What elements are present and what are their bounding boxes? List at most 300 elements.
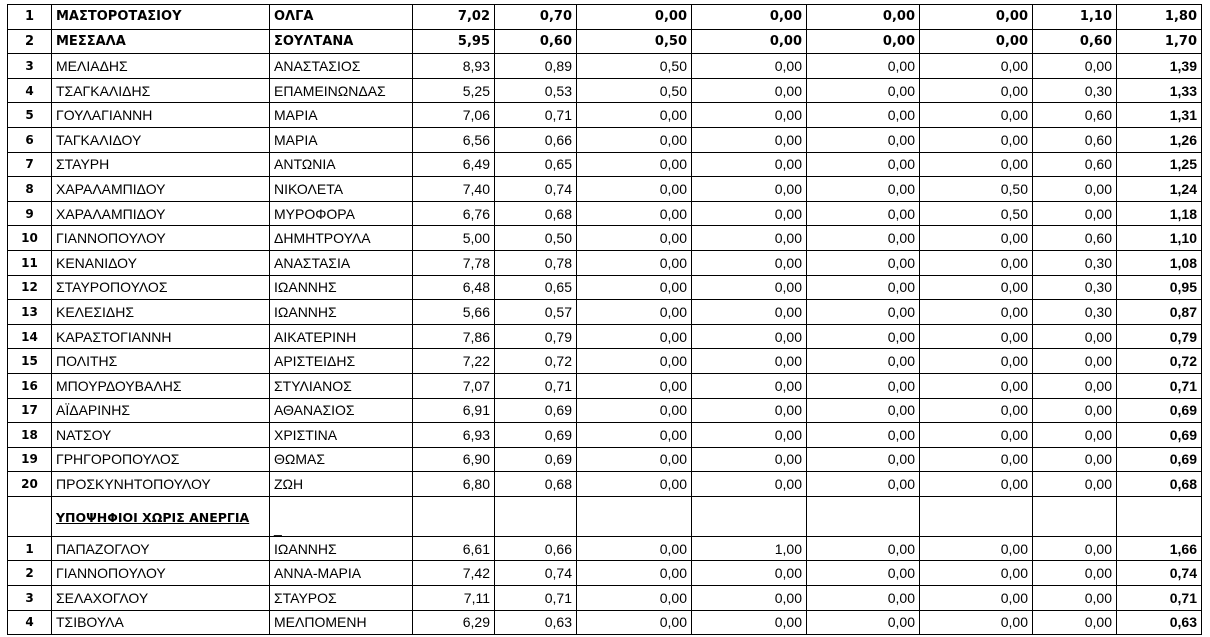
grade-points-cell: 0,71 <box>495 586 577 611</box>
grade-points-cell: 0,65 <box>495 275 577 300</box>
grade-cell: 7,86 <box>413 324 495 349</box>
criterion-4-cell: 0,00 <box>920 472 1033 497</box>
criterion-5-cell: 0,00 <box>1033 586 1117 611</box>
criterion-4-cell: 0,00 <box>920 324 1033 349</box>
criterion-4-cell: 0,00 <box>920 610 1033 635</box>
criterion-1-cell: 0,50 <box>577 54 692 79</box>
criterion-2-cell: 0,00 <box>692 275 807 300</box>
criterion-4-cell: 0,00 <box>920 398 1033 423</box>
grade-points-cell: 0,68 <box>495 201 577 226</box>
row-index: 12 <box>8 275 52 300</box>
grade-cell: 6,49 <box>413 152 495 177</box>
criterion-2-cell: 0,00 <box>692 54 807 79</box>
section-empty-cell <box>413 496 495 536</box>
table-row <box>8 226 1202 251</box>
total-cell: 1,08 <box>1117 250 1202 275</box>
criterion-1-cell: 0,00 <box>577 300 692 325</box>
first-name-cell: ΑΙΚΑΤΕΡΙΝΗ <box>270 324 413 349</box>
criterion-2-cell: 0,00 <box>692 447 807 472</box>
criterion-1-cell: 0,00 <box>577 5 692 30</box>
criterion-4-cell: 0,00 <box>920 226 1033 251</box>
first-name-cell: ΝΙΚΟΛΕΤΑ <box>270 177 413 202</box>
first-name-cell: ΑΝΤΩΝΙΑ <box>270 152 413 177</box>
criterion-4-cell: 0,00 <box>920 54 1033 79</box>
total-cell: 0,69 <box>1117 423 1202 448</box>
table-row <box>8 349 1202 374</box>
surname-cell: ΣΤΑΥΡΗ <box>52 152 270 177</box>
table-row <box>8 201 1202 226</box>
criterion-3-cell: 0,00 <box>807 300 920 325</box>
criterion-4-cell: 0,50 <box>920 201 1033 226</box>
section-empty-cell <box>8 496 52 536</box>
first-name-cell: ΣΟΥΛΤΑΝΑ <box>270 29 413 54</box>
criterion-4-cell: 0,00 <box>920 561 1033 586</box>
grade-cell: 7,07 <box>413 373 495 398</box>
total-cell: 0,87 <box>1117 300 1202 325</box>
results-table <box>7 4 1202 635</box>
surname-cell: ΚΕΝΑΝΙΔΟΥ <box>52 250 270 275</box>
total-cell: 0,71 <box>1117 373 1202 398</box>
grade-cell: 7,22 <box>413 349 495 374</box>
table-row <box>8 472 1202 497</box>
grade-cell: 6,61 <box>413 536 495 561</box>
criterion-5-cell: 0,00 <box>1033 373 1117 398</box>
criterion-3-cell: 0,00 <box>807 250 920 275</box>
surname-cell: ΑΪΔΑΡΙΝΗΣ <box>52 398 270 423</box>
grade-points-cell: 0,57 <box>495 300 577 325</box>
row-index: 11 <box>8 250 52 275</box>
criterion-5-cell: 0,00 <box>1033 324 1117 349</box>
row-index: 2 <box>8 561 52 586</box>
section-empty-cell <box>1117 496 1202 536</box>
first-name-cell: ΟΛΓΑ <box>270 5 413 30</box>
table-row <box>8 54 1202 79</box>
grade-cell: 5,66 <box>413 300 495 325</box>
criterion-3-cell: 0,00 <box>807 54 920 79</box>
surname-cell: ΝΑΤΣΟΥ <box>52 423 270 448</box>
criterion-3-cell: 0,00 <box>807 349 920 374</box>
total-cell: 1,70 <box>1117 29 1202 54</box>
grade-cell: 5,25 <box>413 78 495 103</box>
criterion-2-cell: 0,00 <box>692 472 807 497</box>
grade-cell: 7,06 <box>413 103 495 128</box>
row-index: 15 <box>8 349 52 374</box>
section-empty-cell <box>692 496 807 536</box>
table-row <box>8 423 1202 448</box>
grade-cell: 5,00 <box>413 226 495 251</box>
row-index: 3 <box>8 54 52 79</box>
surname-cell: ΜΕΣΣΑΛΑ <box>52 29 270 54</box>
criterion-3-cell: 0,00 <box>807 78 920 103</box>
criterion-1-cell: 0,00 <box>577 447 692 472</box>
criterion-2-cell: 0,00 <box>692 5 807 30</box>
grade-points-cell: 0,50 <box>495 226 577 251</box>
grade-points-cell: 0,79 <box>495 324 577 349</box>
criterion-1-cell: 0,00 <box>577 201 692 226</box>
table-row <box>8 29 1202 54</box>
table-row <box>8 250 1202 275</box>
grade-cell: 6,90 <box>413 447 495 472</box>
criterion-2-cell: 0,00 <box>692 78 807 103</box>
criterion-1-cell: 0,00 <box>577 103 692 128</box>
surname-cell: ΤΑΓΚΑΛΙΔΟΥ <box>52 127 270 152</box>
table-row <box>8 78 1202 103</box>
surname-cell: ΠΑΠΑΖΟΓΛΟΥ <box>52 536 270 561</box>
table-row <box>8 536 1202 561</box>
row-index: 7 <box>8 152 52 177</box>
criterion-1-cell: 0,50 <box>577 29 692 54</box>
criterion-4-cell: 0,00 <box>920 5 1033 30</box>
total-cell: 0,68 <box>1117 472 1202 497</box>
criterion-5-cell: 0,00 <box>1033 54 1117 79</box>
criterion-5-cell: 0,60 <box>1033 127 1117 152</box>
first-name-cell: ΙΩΑΝΝΗΣ <box>270 300 413 325</box>
criterion-1-cell: 0,00 <box>577 561 692 586</box>
table-row <box>8 127 1202 152</box>
total-cell: 1,33 <box>1117 78 1202 103</box>
criterion-2-cell: 0,00 <box>692 423 807 448</box>
criterion-2-cell: 0,00 <box>692 561 807 586</box>
criterion-4-cell: 0,00 <box>920 447 1033 472</box>
criterion-3-cell: 0,00 <box>807 5 920 30</box>
total-cell: 1,66 <box>1117 536 1202 561</box>
surname-cell: ΣΕΛΑΧΟΓΛΟΥ <box>52 586 270 611</box>
section-rows <box>8 536 1202 634</box>
criterion-5-cell: 0,30 <box>1033 78 1117 103</box>
criterion-3-cell: 0,00 <box>807 152 920 177</box>
criterion-3-cell: 0,00 <box>807 373 920 398</box>
criterion-5-cell: 0,00 <box>1033 610 1117 635</box>
criterion-2-cell: 0,00 <box>692 250 807 275</box>
first-name-cell: ΜΑΡΙΑ <box>270 127 413 152</box>
criterion-2-cell: 0,00 <box>692 586 807 611</box>
total-cell: 1,24 <box>1117 177 1202 202</box>
row-index: 17 <box>8 398 52 423</box>
criterion-4-cell: 0,00 <box>920 275 1033 300</box>
grade-cell: 6,56 <box>413 127 495 152</box>
criterion-5-cell: 0,30 <box>1033 300 1117 325</box>
criterion-1-cell: 0,00 <box>577 423 692 448</box>
row-index: 18 <box>8 423 52 448</box>
criterion-1-cell: 0,00 <box>577 275 692 300</box>
criterion-3-cell: 0,00 <box>807 423 920 448</box>
criterion-2-cell: 0,00 <box>692 398 807 423</box>
total-cell: 0,95 <box>1117 275 1202 300</box>
surname-cell: ΜΠΟΥΡΔΟΥΒΑΛΗΣ <box>52 373 270 398</box>
section-empty-cell <box>577 496 692 536</box>
criterion-4-cell: 0,00 <box>920 423 1033 448</box>
criterion-5-cell: 0,30 <box>1033 250 1117 275</box>
criterion-1-cell: 0,00 <box>577 324 692 349</box>
first-name-cell: ΜΑΡΙΑ <box>270 103 413 128</box>
criterion-4-cell: 0,00 <box>920 349 1033 374</box>
row-index: 2 <box>8 29 52 54</box>
surname-cell: ΚΕΛΕΣΙΔΗΣ <box>52 300 270 325</box>
grade-cell: 5,95 <box>413 29 495 54</box>
row-index: 8 <box>8 177 52 202</box>
criterion-5-cell: 0,00 <box>1033 536 1117 561</box>
first-name-cell: ΣΤΥΛΙΑΝΟΣ <box>270 373 413 398</box>
total-cell: 0,79 <box>1117 324 1202 349</box>
grade-points-cell: 0,69 <box>495 398 577 423</box>
criterion-5-cell: 0,00 <box>1033 561 1117 586</box>
table-row <box>8 152 1202 177</box>
criterion-4-cell: 0,00 <box>920 78 1033 103</box>
criterion-2-cell: 0,00 <box>692 29 807 54</box>
row-index: 1 <box>8 5 52 30</box>
row-index: 19 <box>8 447 52 472</box>
grade-cell: 6,91 <box>413 398 495 423</box>
criterion-1-cell: 0,00 <box>577 127 692 152</box>
criterion-2-cell: 0,00 <box>692 103 807 128</box>
grade-points-cell: 0,72 <box>495 349 577 374</box>
criterion-3-cell: 0,00 <box>807 127 920 152</box>
table-row <box>8 586 1202 611</box>
first-name-cell: ΑΡΙΣΤΕΙΔΗΣ <box>270 349 413 374</box>
criterion-2-cell: 0,00 <box>692 152 807 177</box>
surname-cell: ΧΑΡΑΛΑΜΠΙΔΟΥ <box>52 201 270 226</box>
criterion-3-cell: 0,00 <box>807 226 920 251</box>
criterion-5-cell: 0,00 <box>1033 398 1117 423</box>
table-row <box>8 177 1202 202</box>
first-name-cell: ΣΤΑΥΡΟΣ <box>270 586 413 611</box>
first-name-cell: ΑΝΑΣΤΑΣΙΟΣ <box>270 54 413 79</box>
criterion-4-cell: 0,00 <box>920 152 1033 177</box>
criterion-1-cell: 0,00 <box>577 177 692 202</box>
grade-points-cell: 0,65 <box>495 152 577 177</box>
criterion-5-cell: 0,00 <box>1033 472 1117 497</box>
criterion-2-cell: 0,00 <box>692 201 807 226</box>
criterion-2-cell: 0,00 <box>692 349 807 374</box>
criterion-4-cell: 0,00 <box>920 29 1033 54</box>
surname-cell: ΚΑΡΑΣΤΟΓΙΑΝΝΗ <box>52 324 270 349</box>
table-row <box>8 610 1202 635</box>
criterion-1-cell: 0,00 <box>577 349 692 374</box>
section-empty-cell <box>495 496 577 536</box>
first-name-cell: ΧΡΙΣΤΙΝΑ <box>270 423 413 448</box>
criterion-5-cell: 0,60 <box>1033 226 1117 251</box>
row-index: 4 <box>8 610 52 635</box>
grade-points-cell: 0,74 <box>495 561 577 586</box>
grade-points-cell: 0,71 <box>495 103 577 128</box>
criterion-5-cell: 0,00 <box>1033 349 1117 374</box>
surname-cell: ΠΡΟΣΚΥΝΗΤΟΠΟΥΛΟΥ <box>52 472 270 497</box>
row-index: 13 <box>8 300 52 325</box>
first-name-cell: ΑΝΝΑ-ΜΑΡΙΑ <box>270 561 413 586</box>
section-header-row <box>8 496 1202 536</box>
section-title: ΥΠΟΨΗΦΙΟΙ ΧΩΡΙΣ ΑΝΕΡΓΙΑ <box>52 496 270 536</box>
grade-cell: 6,48 <box>413 275 495 300</box>
section-empty-cell <box>807 496 920 536</box>
section-mark: _ <box>270 496 413 536</box>
table-row <box>8 447 1202 472</box>
grade-points-cell: 0,89 <box>495 54 577 79</box>
criterion-1-cell: 0,00 <box>577 152 692 177</box>
total-cell: 1,10 <box>1117 226 1202 251</box>
surname-cell: ΧΑΡΑΛΑΜΠΙΔΟΥ <box>52 177 270 202</box>
first-name-cell: ΜΥΡΟΦΟΡΑ <box>270 201 413 226</box>
criterion-2-cell: 0,00 <box>692 373 807 398</box>
criterion-3-cell: 0,00 <box>807 201 920 226</box>
criterion-3-cell: 0,00 <box>807 29 920 54</box>
surname-cell: ΜΑΣΤΟΡΟΤΑΣΙΟΥ <box>52 5 270 30</box>
total-cell: 1,31 <box>1117 103 1202 128</box>
criterion-5-cell: 0,00 <box>1033 423 1117 448</box>
criterion-2-cell: 0,00 <box>692 226 807 251</box>
criterion-1-cell: 0,00 <box>577 472 692 497</box>
grade-cell: 6,93 <box>413 423 495 448</box>
section-block <box>8 496 1202 536</box>
grade-points-cell: 0,70 <box>495 5 577 30</box>
grade-points-cell: 0,71 <box>495 373 577 398</box>
total-cell: 1,18 <box>1117 201 1202 226</box>
table-row <box>8 5 1202 30</box>
first-name-cell: ΜΕΛΠΟΜΕΝΗ <box>270 610 413 635</box>
grade-points-cell: 0,74 <box>495 177 577 202</box>
criterion-4-cell: 0,00 <box>920 250 1033 275</box>
row-index: 3 <box>8 586 52 611</box>
criterion-2-cell: 0,00 <box>692 324 807 349</box>
criterion-2-cell: 1,00 <box>692 536 807 561</box>
criterion-3-cell: 0,00 <box>807 536 920 561</box>
criterion-4-cell: 0,00 <box>920 536 1033 561</box>
section-empty-cell <box>1033 496 1117 536</box>
criterion-4-cell: 0,00 <box>920 103 1033 128</box>
criterion-1-cell: 0,00 <box>577 536 692 561</box>
grade-cell: 7,11 <box>413 586 495 611</box>
table-row <box>8 324 1202 349</box>
table-row <box>8 373 1202 398</box>
grade-cell: 6,29 <box>413 610 495 635</box>
criterion-5-cell: 0,60 <box>1033 103 1117 128</box>
criterion-2-cell: 0,00 <box>692 610 807 635</box>
total-cell: 1,39 <box>1117 54 1202 79</box>
grade-cell: 7,02 <box>413 5 495 30</box>
first-name-cell: ΕΠΑΜΕΙΝΩΝΔΑΣ <box>270 78 413 103</box>
row-index: 14 <box>8 324 52 349</box>
grade-cell: 6,76 <box>413 201 495 226</box>
criterion-3-cell: 0,00 <box>807 610 920 635</box>
surname-cell: ΤΣΙΒΟΥΛΑ <box>52 610 270 635</box>
criterion-5-cell: 0,00 <box>1033 177 1117 202</box>
grade-points-cell: 0,66 <box>495 536 577 561</box>
total-cell: 1,25 <box>1117 152 1202 177</box>
first-name-cell: ΙΩΑΝΝΗΣ <box>270 275 413 300</box>
grade-cell: 7,42 <box>413 561 495 586</box>
grade-points-cell: 0,78 <box>495 250 577 275</box>
criterion-3-cell: 0,00 <box>807 275 920 300</box>
grade-cell: 8,93 <box>413 54 495 79</box>
criterion-3-cell: 0,00 <box>807 472 920 497</box>
row-index: 4 <box>8 78 52 103</box>
grade-cell: 7,40 <box>413 177 495 202</box>
table-row <box>8 300 1202 325</box>
criterion-2-cell: 0,00 <box>692 127 807 152</box>
total-cell: 1,26 <box>1117 127 1202 152</box>
first-name-cell: ΖΩΗ <box>270 472 413 497</box>
first-name-cell: ΘΩΜΑΣ <box>270 447 413 472</box>
criterion-1-cell: 0,50 <box>577 78 692 103</box>
criterion-5-cell: 0,00 <box>1033 447 1117 472</box>
criterion-4-cell: 0,00 <box>920 127 1033 152</box>
grade-points-cell: 0,66 <box>495 127 577 152</box>
criterion-3-cell: 0,00 <box>807 324 920 349</box>
criterion-5-cell: 0,30 <box>1033 275 1117 300</box>
criterion-5-cell: 1,10 <box>1033 5 1117 30</box>
main-rows <box>8 5 1202 497</box>
grade-points-cell: 0,63 <box>495 610 577 635</box>
surname-cell: ΓΙΑΝΝΟΠΟΥΛΟΥ <box>52 226 270 251</box>
surname-cell: ΓΙΑΝΝΟΠΟΥΛΟΥ <box>52 561 270 586</box>
criterion-4-cell: 0,00 <box>920 300 1033 325</box>
total-cell: 0,69 <box>1117 398 1202 423</box>
first-name-cell: ΑΘΑΝΑΣΙΟΣ <box>270 398 413 423</box>
surname-cell: ΓΟΥΛΑΓΙΑΝΝΗ <box>52 103 270 128</box>
row-index: 6 <box>8 127 52 152</box>
total-cell: 0,71 <box>1117 586 1202 611</box>
criterion-5-cell: 0,00 <box>1033 201 1117 226</box>
surname-cell: ΓΡΗΓΟΡΟΠΟΥΛΟΣ <box>52 447 270 472</box>
row-index: 9 <box>8 201 52 226</box>
surname-cell: ΠΟΛΙΤΗΣ <box>52 349 270 374</box>
criterion-3-cell: 0,00 <box>807 103 920 128</box>
first-name-cell: ΔΗΜΗΤΡΟΥΛΑ <box>270 226 413 251</box>
grade-cell: 6,80 <box>413 472 495 497</box>
criterion-4-cell: 0,00 <box>920 373 1033 398</box>
criterion-2-cell: 0,00 <box>692 177 807 202</box>
criterion-5-cell: 0,60 <box>1033 152 1117 177</box>
criterion-1-cell: 0,00 <box>577 250 692 275</box>
table-row <box>8 275 1202 300</box>
grade-points-cell: 0,69 <box>495 447 577 472</box>
criterion-1-cell: 0,00 <box>577 226 692 251</box>
surname-cell: ΤΣΑΓΚΑΛΙΔΗΣ <box>52 78 270 103</box>
criterion-1-cell: 0,00 <box>577 373 692 398</box>
criterion-4-cell: 0,50 <box>920 177 1033 202</box>
criterion-5-cell: 0,60 <box>1033 29 1117 54</box>
criterion-1-cell: 0,00 <box>577 398 692 423</box>
row-index: 16 <box>8 373 52 398</box>
criterion-3-cell: 0,00 <box>807 447 920 472</box>
criterion-3-cell: 0,00 <box>807 561 920 586</box>
total-cell: 0,74 <box>1117 561 1202 586</box>
criterion-1-cell: 0,00 <box>577 610 692 635</box>
total-cell: 0,69 <box>1117 447 1202 472</box>
grade-points-cell: 0,60 <box>495 29 577 54</box>
row-index: 20 <box>8 472 52 497</box>
total-cell: 1,80 <box>1117 5 1202 30</box>
criterion-3-cell: 0,00 <box>807 177 920 202</box>
criterion-1-cell: 0,00 <box>577 586 692 611</box>
surname-cell: ΜΕΛΙΑΔΗΣ <box>52 54 270 79</box>
table-row <box>8 103 1202 128</box>
first-name-cell: ΑΝΑΣΤΑΣΙΑ <box>270 250 413 275</box>
row-index: 1 <box>8 536 52 561</box>
criterion-3-cell: 0,00 <box>807 586 920 611</box>
table-row <box>8 561 1202 586</box>
grade-points-cell: 0,69 <box>495 423 577 448</box>
row-index: 5 <box>8 103 52 128</box>
grade-points-cell: 0,68 <box>495 472 577 497</box>
first-name-cell: ΙΩΑΝΝΗΣ <box>270 536 413 561</box>
criterion-2-cell: 0,00 <box>692 300 807 325</box>
surname-cell: ΣΤΑΥΡΟΠΟΥΛΟΣ <box>52 275 270 300</box>
total-cell: 0,63 <box>1117 610 1202 635</box>
grade-cell: 7,78 <box>413 250 495 275</box>
criterion-3-cell: 0,00 <box>807 398 920 423</box>
criterion-4-cell: 0,00 <box>920 586 1033 611</box>
row-index: 10 <box>8 226 52 251</box>
